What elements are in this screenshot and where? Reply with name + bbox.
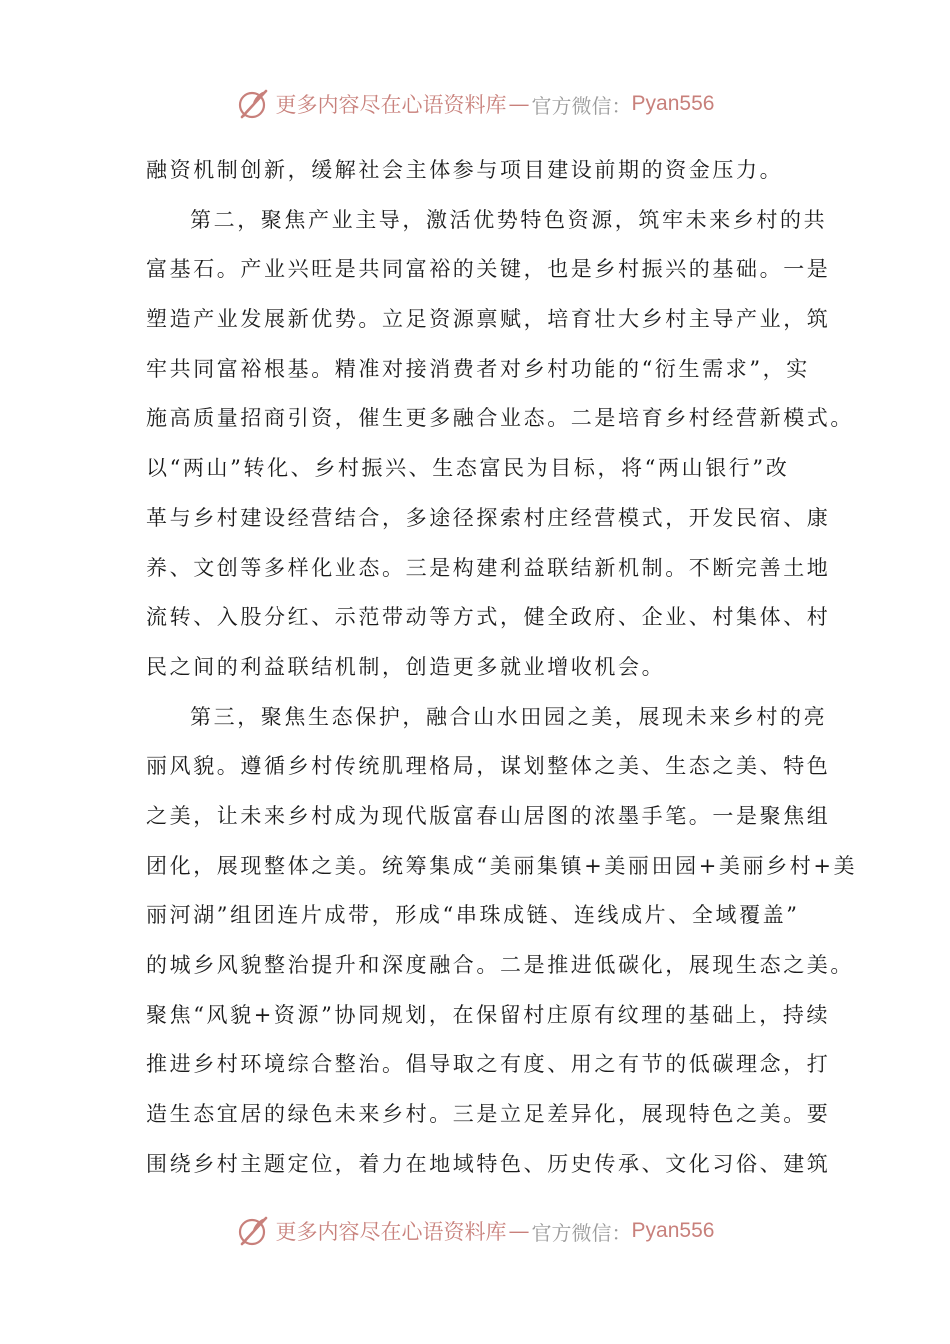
- text-line: 围绕乡村主题定位，着力在地域特色、历史传承、文化习俗、建筑: [146, 1151, 831, 1176]
- banner-wechat-label: 官方微信：: [531, 93, 632, 118]
- text-line: 造生态宜居的绿色未来乡村。三是立足差异化，展现特色之美。要: [146, 1102, 831, 1127]
- header-watermark-banner: [0, 82, 950, 126]
- paragraph-start-line: 第三，聚焦生态保护，融合山水田园之美，展现未来乡村的亮: [190, 704, 828, 729]
- banner-wechat-id: Pyan556: [631, 92, 715, 115]
- document-body: [146, 146, 858, 1189]
- text-line: 民之间的利益联结机制，创造更多就业增收机会。: [146, 654, 666, 679]
- quill-logo-icon: [236, 1213, 272, 1249]
- banner-wechat-label: 官方微信：: [531, 1220, 632, 1245]
- footer-watermark-banner: [0, 1209, 950, 1253]
- banner-brand-text: 更多内容尽在心语资料库: [275, 93, 507, 117]
- text-line: 之美，让未来乡村成为现代版富春山居图的浓墨手笔。一是聚焦组: [146, 803, 831, 828]
- text-line: 丽河湖”组团连片成带，形成“串珠成链、连线成片、全域覆盖”: [146, 903, 800, 928]
- banner-dash: —: [508, 92, 530, 116]
- banner-wechat-id: Pyan556: [631, 1219, 715, 1242]
- text-line: 聚焦“风貌+资源”协同规划，在保留村庄原有纹理的基础上，持续: [146, 1002, 831, 1027]
- text-line: 牢共同富裕根基。精准对接消费者对乡村功能的“衍生需求”，实: [146, 356, 810, 381]
- text-line: 革与乡村建设经营结合，多途径探索村庄经营模式，开发民宿、康: [146, 505, 831, 530]
- text-line: 塑造产业发展新优势。立足资源禀赋，培育壮大乡村主导产业，筑: [146, 307, 831, 332]
- paragraph-start-line: 第二，聚焦产业主导，激活优势特色资源，筑牢未来乡村的共: [190, 207, 828, 232]
- banner-dash: —: [508, 1219, 530, 1243]
- quill-logo-icon: [236, 86, 272, 122]
- text-line: 养、文创等多样化业态。三是构建利益联结新机制。不断完善土地: [146, 555, 831, 580]
- text-line: 推进乡村环境综合整治。倡导取之有度、用之有节的低碳理念，打: [146, 1052, 831, 1077]
- text-line: 的城乡风貌整治提升和深度融合。二是推进低碳化，展现生态之美。: [146, 953, 854, 977]
- text-line: 施高质量招商引资，催生更多融合业态。二是培育乡村经营新模式。: [146, 406, 854, 431]
- text-line: 丽风貌。遵循乡村传统肌理格局，谋划整体之美、生态之美、特色: [146, 754, 831, 779]
- text-line: 以“两山”转化、乡村振兴、生态富民为目标，将“两山银行”改: [146, 456, 790, 481]
- text-line: 融资机制创新，缓解社会主体参与项目建设前期的资金压力。: [146, 158, 784, 182]
- text-line: 团化，展现整体之美。统筹集成“美丽集镇+美丽田园+美丽乡村+美: [146, 853, 858, 878]
- banner-brand-text: 更多内容尽在心语资料库: [275, 1220, 507, 1244]
- text-line: 富基石。产业兴旺是共同富裕的关键，也是乡村振兴的基础。一是: [146, 257, 831, 282]
- text-line: 流转、入股分红、示范带动等方式，健全政府、企业、村集体、村: [146, 605, 831, 630]
